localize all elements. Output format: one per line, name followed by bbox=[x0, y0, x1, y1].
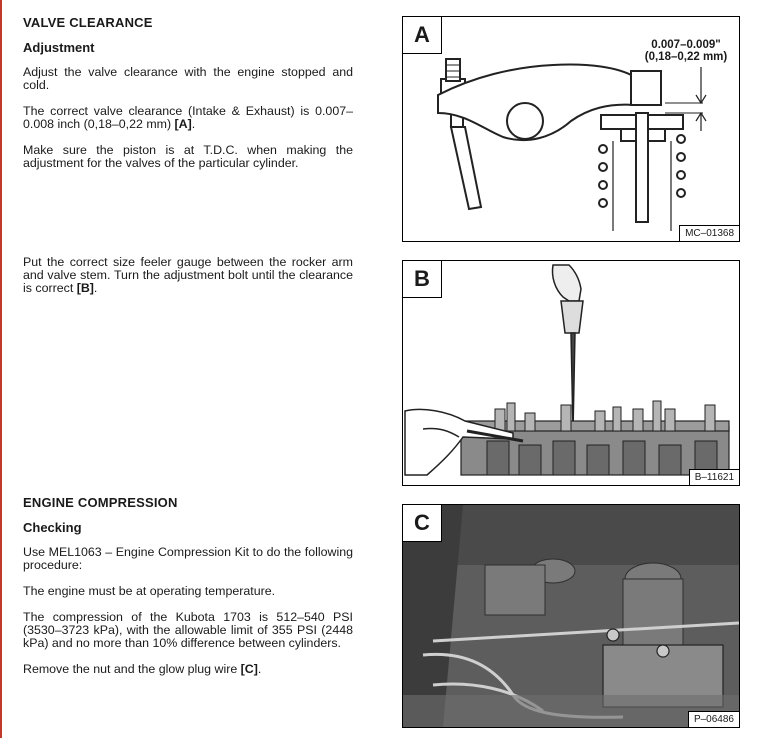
figure-letter: B bbox=[403, 261, 442, 298]
paragraph: Make sure the piston is at T.D.C. when making the adjustment for the valves of the particular cylinder. bbox=[23, 143, 353, 170]
paragraph: The engine must be at operating temperature. bbox=[23, 584, 276, 598]
paragraph: Use MEL1063 – Engine Compression Kit to do the following procedure: bbox=[23, 545, 353, 572]
figure-ref: [C] bbox=[240, 662, 258, 676]
section-subtitle: Checking bbox=[23, 520, 82, 535]
figure-c bbox=[402, 504, 740, 728]
figure-code: MC–01368 bbox=[679, 225, 739, 241]
valve-clearance-section bbox=[23, 16, 353, 183]
figure-ref: [B] bbox=[76, 281, 94, 295]
figure-a bbox=[402, 16, 740, 242]
figure-letter: C bbox=[403, 505, 442, 542]
engine-compression-section bbox=[23, 496, 353, 689]
figure-code: P–06486 bbox=[688, 711, 739, 727]
feeler-gauge-photo-illustration bbox=[403, 261, 739, 485]
section-subtitle: Adjustment bbox=[23, 40, 95, 55]
section-title: VALVE CLEARANCE bbox=[23, 15, 153, 30]
paragraph: Put the correct size feeler gauge between the rocker arm and valve stem. Turn the adjustment bolt until the clearance is correct [B]. bbox=[23, 255, 353, 295]
figure-ref: [A] bbox=[174, 117, 192, 131]
paragraph: The correct valve clearance (Intake & Exhaust) is 0.007–0.008 inch (0,18–0,22 mm) [A]. bbox=[23, 104, 353, 131]
paragraph: The compression of the Kubota 1703 is 512–540 PSI (3530–3723 kPa), with the allowable limit of 355 PSI (2448 kPa) and no more than 10% difference between cylinders. bbox=[23, 610, 353, 650]
page-edge-line bbox=[0, 0, 2, 738]
figure-code: B–11621 bbox=[689, 469, 739, 485]
paragraph: Remove the nut and the glow plug wire [C]. bbox=[23, 662, 262, 676]
figure-letter: A bbox=[403, 17, 442, 54]
clearance-spec-label: 0.007–0.009" (0,18–0,22 mm) bbox=[644, 39, 728, 63]
section-title: ENGINE COMPRESSION bbox=[23, 495, 178, 510]
figure-b bbox=[402, 260, 740, 486]
glow-plug-wire-photo-illustration bbox=[403, 505, 739, 727]
paragraph: Adjust the valve clearance with the engine stopped and cold. bbox=[23, 65, 353, 92]
feeler-gauge-instructions bbox=[23, 256, 353, 308]
